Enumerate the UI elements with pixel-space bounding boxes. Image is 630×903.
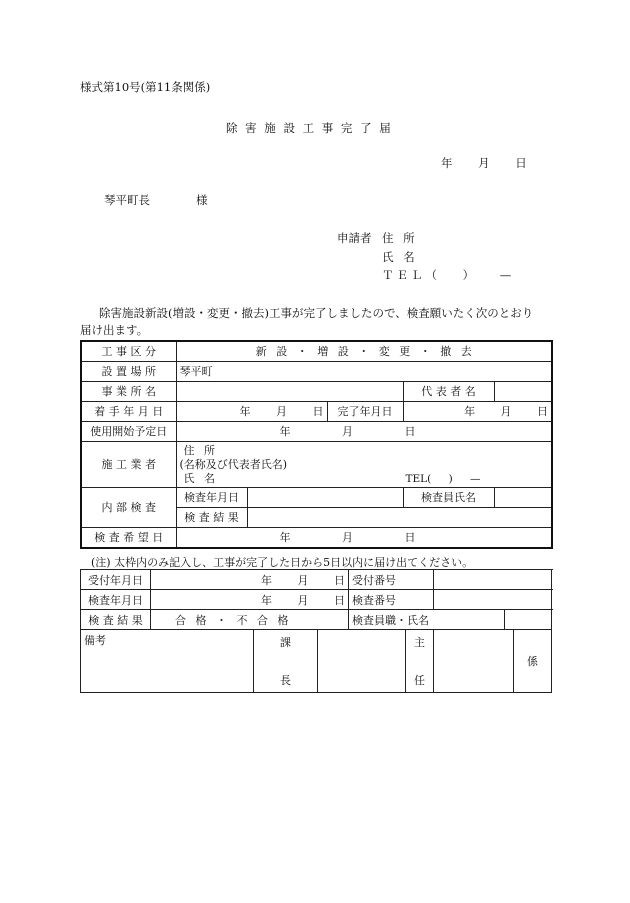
- note-text: (注) 太枠内のみ記入し、工事が完了した日から5日以内に届け出てください。: [91, 556, 474, 569]
- inspection-date-label: 検査年月日: [176, 487, 247, 507]
- addressee-honorific: 様: [196, 193, 208, 207]
- start-date-label: 着 手 年 月 日: [81, 401, 176, 421]
- chief-stamp-box[interactable]: [434, 630, 514, 693]
- intro-line-2: 届け出ます。: [80, 323, 149, 337]
- applicant-tel-label: ＴＥＬ（ ） —: [382, 268, 515, 282]
- received-date-field[interactable]: 年 月 日: [151, 570, 349, 590]
- work-type-label: 工 事 区 分: [81, 341, 176, 361]
- inspector-name-label: 検査員氏名: [403, 487, 494, 507]
- remarks-field[interactable]: [81, 630, 254, 693]
- work-type-options[interactable]: 新 設 ・ 増 設 ・ 変 更 ・ 撤 去: [176, 341, 552, 361]
- location-field[interactable]: 琴平町: [176, 361, 552, 381]
- completion-date-label: 完了年月日: [327, 401, 403, 421]
- page-title: 除 害 施 設 工 事 完 了 届: [226, 121, 391, 135]
- inspection-date-field[interactable]: [247, 487, 403, 507]
- office-use-table: [80, 569, 552, 693]
- form-number: 様式第10号(第11条関係): [80, 80, 211, 94]
- section-chief-stamp-box[interactable]: [318, 630, 406, 693]
- desired-date-field[interactable]: 年 月 日: [176, 527, 552, 548]
- received-date-label: 受付年月日: [81, 570, 151, 590]
- chief-label: [406, 630, 434, 693]
- inspection-result-field[interactable]: [247, 507, 552, 527]
- contractor-address-label: 住 所: [183, 443, 215, 457]
- use-start-date-field[interactable]: 年 月 日: [176, 421, 552, 441]
- location-label: 設 置 場 所: [81, 361, 176, 381]
- internal-inspection-label: 内 部 検 査: [81, 487, 176, 527]
- date-line: 年 月 日: [441, 156, 527, 170]
- contractor-name-note: (名称及び代表者氏名): [179, 457, 288, 471]
- main-form-table: [80, 340, 553, 549]
- office-inspector-label: 検査員職・氏名: [349, 610, 505, 630]
- completion-date-field[interactable]: 年 月 日: [403, 401, 552, 421]
- receipt-number-field[interactable]: [434, 570, 552, 590]
- office-inspector-field[interactable]: [505, 610, 552, 630]
- representative-field[interactable]: [494, 381, 552, 401]
- chief-char-1: 主: [414, 636, 426, 649]
- representative-label: 代 表 者 名: [403, 381, 494, 401]
- inspection-number-label: 検査番号: [349, 590, 434, 610]
- inspection-result-label: 検 査 結 果: [176, 507, 247, 527]
- inspected-date-field[interactable]: 年 月 日: [151, 590, 349, 610]
- office-name-label: 事 業 所 名: [81, 381, 176, 401]
- chief-char-2: 任: [414, 674, 426, 687]
- contractor-label: 施 工 業 者: [81, 441, 176, 487]
- contractor-tel-label: TEL( ) —: [405, 472, 481, 485]
- inspector-name-field[interactable]: [494, 487, 552, 507]
- office-name-field[interactable]: [176, 381, 403, 401]
- intro-line-1: 除害施設新設(増設・変更・撤去)工事が完了しましたので、検査願いたく次のとおり: [99, 306, 534, 320]
- inspection-number-field[interactable]: [434, 590, 552, 610]
- inspected-date-label: 検査年月日: [81, 590, 151, 610]
- receipt-number-label: 受付番号: [349, 570, 434, 590]
- addressee-town: 琴平町長: [104, 193, 150, 207]
- contractor-name-label: 氏 名: [183, 471, 215, 485]
- section-chief-label: [254, 630, 318, 693]
- office-result-label: 検 査 結 果: [81, 610, 151, 630]
- remarks-label: 備考: [84, 634, 106, 647]
- contractor-field[interactable]: [176, 441, 552, 487]
- start-date-field[interactable]: 年 月 日: [176, 401, 327, 421]
- section-chief-char-1: 課: [280, 636, 291, 649]
- desired-date-label: 検 査 希 望 日: [81, 527, 176, 548]
- applicant-label: 申請者: [337, 231, 372, 245]
- use-start-label: 使用開始予定日: [81, 421, 176, 441]
- staff-label: 係: [514, 630, 552, 693]
- applicant-address-label: 住 所: [382, 231, 415, 245]
- office-result-options[interactable]: 合 格 ・ 不 合 格: [151, 610, 349, 630]
- applicant-name-label: 氏 名: [382, 250, 415, 264]
- section-chief-char-2: 長: [280, 674, 291, 687]
